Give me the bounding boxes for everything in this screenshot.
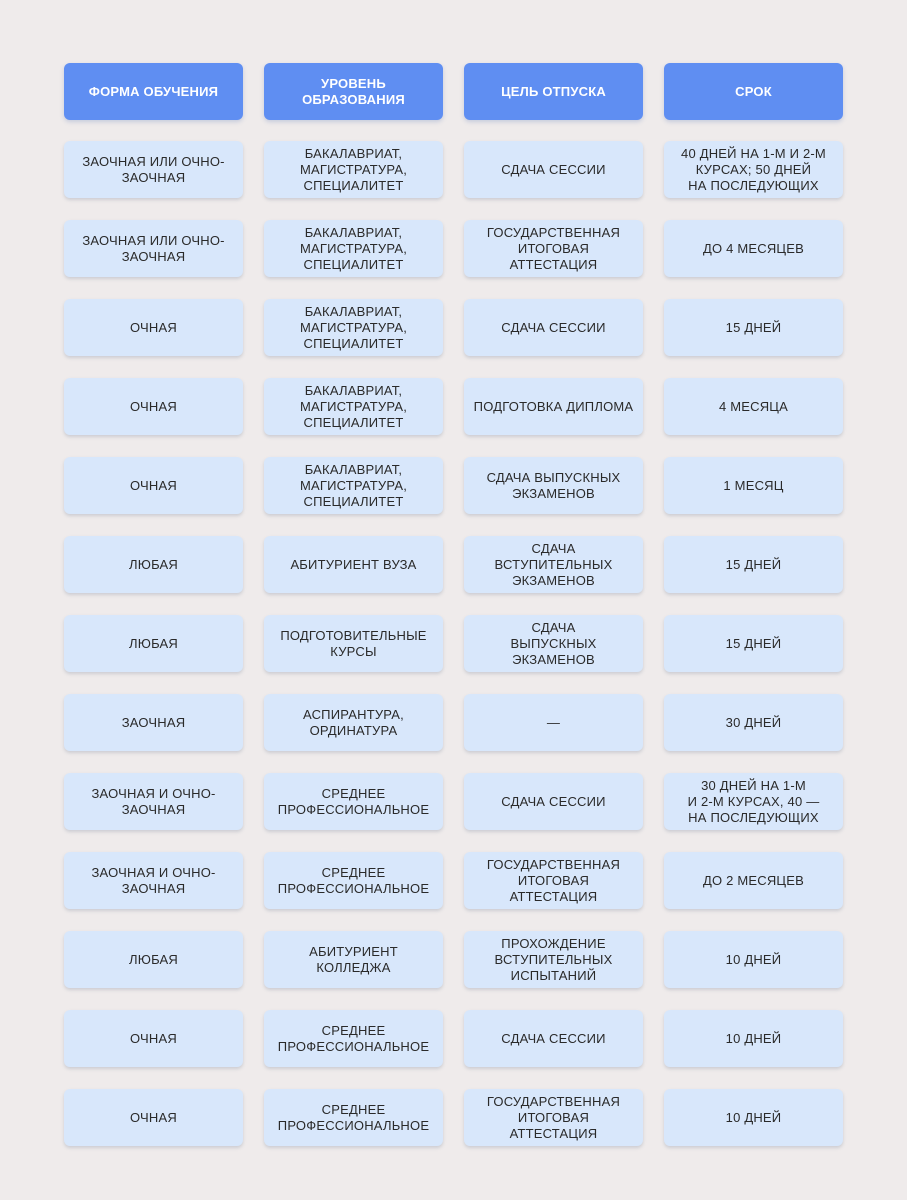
cell-leave-purpose: СДАЧА ВЫПУСКНЫХ ЭКЗАМЕНОВ [464, 457, 643, 514]
cell-leave-purpose: ГОСУДАРСТВЕННАЯ ИТОГОВАЯ АТТЕСТАЦИЯ [464, 220, 643, 277]
table-row [64, 457, 844, 514]
cell-education-level: БАКАЛАВРИАТ, МАГИСТРАТУРА, СПЕЦИАЛИТЕТ [264, 299, 443, 356]
cell-study-form: ОЧНАЯ [64, 299, 243, 356]
cell-study-form: ЛЮБАЯ [64, 536, 243, 593]
cell-duration: 10 ДНЕЙ [664, 1089, 843, 1146]
table-header-row [64, 63, 844, 120]
cell-leave-purpose: СДАЧА СЕССИИ [464, 1010, 643, 1067]
cell-study-form: ОЧНАЯ [64, 457, 243, 514]
cell-education-level: БАКАЛАВРИАТ, МАГИСТРАТУРА, СПЕЦИАЛИТЕТ [264, 457, 443, 514]
cell-education-level: СРЕДНЕЕ ПРОФЕССИОНАЛЬНОЕ [264, 773, 443, 830]
cell-leave-purpose: ПОДГОТОВКА ДИПЛОМА [464, 378, 643, 435]
cell-duration: 1 МЕСЯЦ [664, 457, 843, 514]
cell-study-form: ОЧНАЯ [64, 378, 243, 435]
cell-duration: 30 ДНЕЙ НА 1-М И 2-М КУРСАХ, 40 — НА ПОСЛЕДУЮЩИХ [664, 773, 843, 830]
table-row [64, 852, 844, 909]
cell-leave-purpose: ГОСУДАРСТВЕННАЯ ИТОГОВАЯ АТТЕСТАЦИЯ [464, 852, 643, 909]
table-row [64, 299, 844, 356]
header-duration: СРОК [664, 63, 843, 120]
table-row [64, 1010, 844, 1067]
table-row [64, 615, 844, 672]
cell-education-level: СРЕДНЕЕ ПРОФЕССИОНАЛЬНОЕ [264, 1010, 443, 1067]
table-row [64, 931, 844, 988]
table-row [64, 694, 844, 751]
cell-study-form: ЗАОЧНАЯ И ОЧНО- ЗАОЧНАЯ [64, 773, 243, 830]
cell-duration: 15 ДНЕЙ [664, 536, 843, 593]
cell-education-level: БАКАЛАВРИАТ, МАГИСТРАТУРА, СПЕЦИАЛИТЕТ [264, 141, 443, 198]
table-row [64, 141, 844, 198]
table-row [64, 1089, 844, 1146]
cell-leave-purpose: СДАЧА СЕССИИ [464, 773, 643, 830]
cell-education-level: АСПИРАНТУРА, ОРДИНАТУРА [264, 694, 443, 751]
cell-education-level: БАКАЛАВРИАТ, МАГИСТРАТУРА, СПЕЦИАЛИТЕТ [264, 378, 443, 435]
table-row [64, 536, 844, 593]
cell-education-level: ПОДГОТОВИТЕЛЬНЫЕ КУРСЫ [264, 615, 443, 672]
cell-study-form: ЗАОЧНАЯ ИЛИ ОЧНО- ЗАОЧНАЯ [64, 141, 243, 198]
cell-duration: 40 ДНЕЙ НА 1-М И 2-М КУРСАХ; 50 ДНЕЙ НА ПОСЛЕДУЮЩИХ [664, 141, 843, 198]
cell-education-level: АБИТУРИЕНТ ВУЗА [264, 536, 443, 593]
cell-education-level: СРЕДНЕЕ ПРОФЕССИОНАЛЬНОЕ [264, 852, 443, 909]
cell-study-form: ЗАОЧНАЯ И ОЧНО- ЗАОЧНАЯ [64, 852, 243, 909]
cell-duration: 30 ДНЕЙ [664, 694, 843, 751]
cell-leave-purpose: СДАЧА ВЫПУСКНЫХ ЭКЗАМЕНОВ [464, 615, 643, 672]
cell-study-form: ЛЮБАЯ [64, 931, 243, 988]
cell-study-form: ОЧНАЯ [64, 1089, 243, 1146]
cell-education-level: СРЕДНЕЕ ПРОФЕССИОНАЛЬНОЕ [264, 1089, 443, 1146]
cell-duration: ДО 2 МЕСЯЦЕВ [664, 852, 843, 909]
cell-leave-purpose: СДАЧА СЕССИИ [464, 141, 643, 198]
cell-leave-purpose: ГОСУДАРСТВЕННАЯ ИТОГОВАЯ АТТЕСТАЦИЯ [464, 1089, 643, 1146]
cell-duration: 10 ДНЕЙ [664, 1010, 843, 1067]
cell-study-form: ЗАОЧНАЯ [64, 694, 243, 751]
cell-study-form: ЛЮБАЯ [64, 615, 243, 672]
header-education-level: УРОВЕНЬ ОБРАЗОВАНИЯ [264, 63, 443, 120]
cell-education-level: БАКАЛАВРИАТ, МАГИСТРАТУРА, СПЕЦИАЛИТЕТ [264, 220, 443, 277]
cell-leave-purpose: — [464, 694, 643, 751]
cell-duration: ДО 4 МЕСЯЦЕВ [664, 220, 843, 277]
cell-leave-purpose: ПРОХОЖДЕНИЕ ВСТУПИТЕЛЬНЫХ ИСПЫТАНИЙ [464, 931, 643, 988]
cell-duration: 15 ДНЕЙ [664, 299, 843, 356]
cell-leave-purpose: СДАЧА ВСТУПИТЕЛЬНЫХ ЭКЗАМЕНОВ [464, 536, 643, 593]
cell-education-level: АБИТУРИЕНТ КОЛЛЕДЖА [264, 931, 443, 988]
cell-study-form: ЗАОЧНАЯ ИЛИ ОЧНО- ЗАОЧНАЯ [64, 220, 243, 277]
cell-duration: 15 ДНЕЙ [664, 615, 843, 672]
cell-leave-purpose: СДАЧА СЕССИИ [464, 299, 643, 356]
leave-table [64, 63, 844, 1168]
table-row [64, 378, 844, 435]
cell-study-form: ОЧНАЯ [64, 1010, 243, 1067]
header-study-form: ФОРМА ОБУЧЕНИЯ [64, 63, 243, 120]
table-row [64, 220, 844, 277]
header-leave-purpose: ЦЕЛЬ ОТПУСКА [464, 63, 643, 120]
cell-duration: 10 ДНЕЙ [664, 931, 843, 988]
cell-duration: 4 МЕСЯЦА [664, 378, 843, 435]
table-row [64, 773, 844, 830]
